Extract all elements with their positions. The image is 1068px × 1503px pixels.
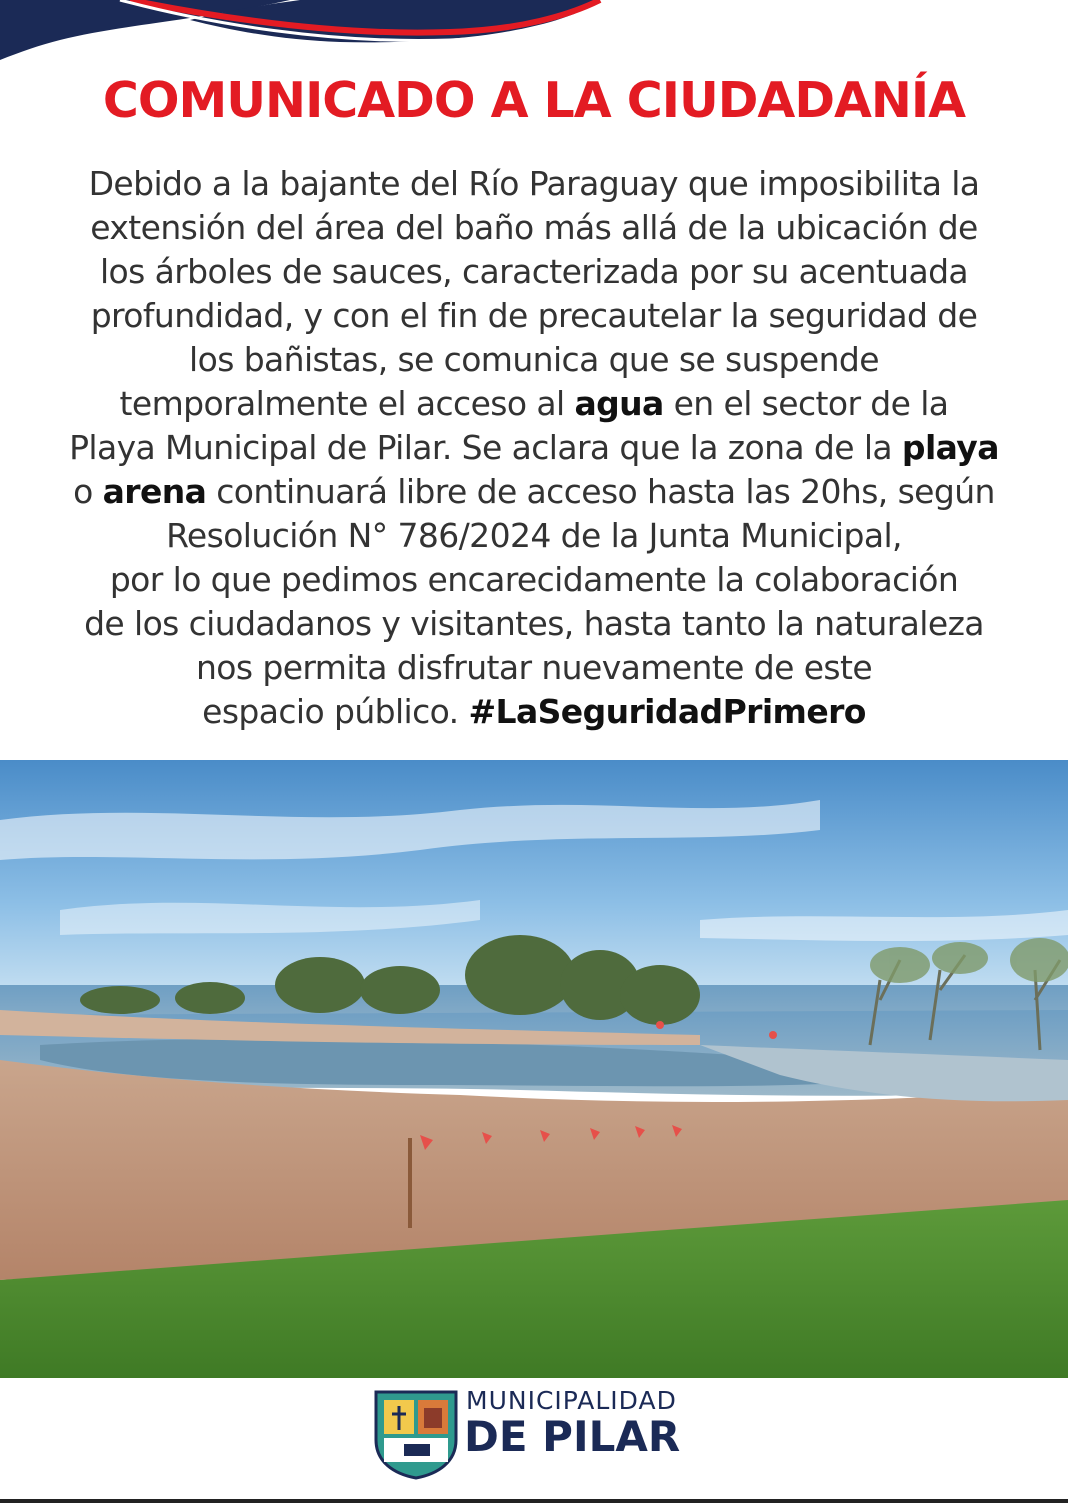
text-segment: continuará libre de acceso hasta las 20hs, según bbox=[206, 472, 995, 511]
bold-text: arena bbox=[102, 472, 207, 511]
text-line bbox=[8, 382, 1060, 426]
text-segment: espacio público. bbox=[202, 692, 469, 731]
text-line bbox=[8, 162, 1060, 206]
bold-text: playa bbox=[901, 428, 999, 467]
text-segment: los árboles de sauces, caracterizada por su acentuada bbox=[99, 252, 969, 291]
bold-text: agua bbox=[574, 384, 664, 423]
text-line bbox=[8, 426, 1060, 470]
text-segment: los bañistas, se comunica que se suspende bbox=[189, 340, 879, 379]
municipal-shield-icon bbox=[368, 1384, 464, 1480]
text-segment: o bbox=[73, 472, 103, 511]
text-line bbox=[8, 602, 1060, 646]
bold-text: #LaSeguridadPrimero bbox=[468, 692, 866, 731]
text-segment: temporalmente el acceso al bbox=[119, 384, 575, 423]
text-segment: profundidad, y con el fin de precautelar la seguridad de bbox=[90, 296, 978, 335]
logo-line-1: MUNICIPALIDAD bbox=[466, 1386, 677, 1415]
text-line bbox=[8, 690, 1060, 734]
text-segment: Debido a la bajante del Río Paraguay que imposibilita la bbox=[88, 164, 980, 203]
text-line bbox=[8, 294, 1060, 338]
top-wave-decoration bbox=[0, 0, 1068, 70]
text-line bbox=[8, 514, 1060, 558]
text-segment: en el sector de la bbox=[663, 384, 949, 423]
text-segment: por lo que pedimos encarecidamente la colaboración bbox=[109, 560, 959, 599]
text-segment: Playa Municipal de Pilar. Se aclara que la zona de la bbox=[69, 428, 902, 467]
municipality-logo bbox=[368, 1382, 708, 1482]
text-segment: extensión del área del baño más allá de la ubicación de bbox=[90, 208, 978, 247]
text-line bbox=[8, 646, 1060, 690]
text-line bbox=[8, 470, 1060, 514]
logo-line-2: DE PILAR bbox=[464, 1412, 681, 1461]
text-line bbox=[8, 558, 1060, 602]
text-line bbox=[8, 206, 1060, 250]
beach-photo bbox=[0, 760, 1068, 1378]
text-line bbox=[8, 338, 1060, 382]
text-segment: de los ciudadanos y visitantes, hasta tanto la naturaleza bbox=[84, 604, 984, 643]
text-segment: Resolución N° 786/2024 de la Junta Municipal, bbox=[166, 516, 902, 555]
text-line bbox=[8, 250, 1060, 294]
headline: COMUNICADO A LA CIUDADANÍA bbox=[102, 72, 966, 129]
text-segment: nos permita disfrutar nuevamente de este bbox=[195, 648, 873, 687]
bottom-border bbox=[0, 1499, 1068, 1503]
announcement-text bbox=[8, 162, 1060, 734]
